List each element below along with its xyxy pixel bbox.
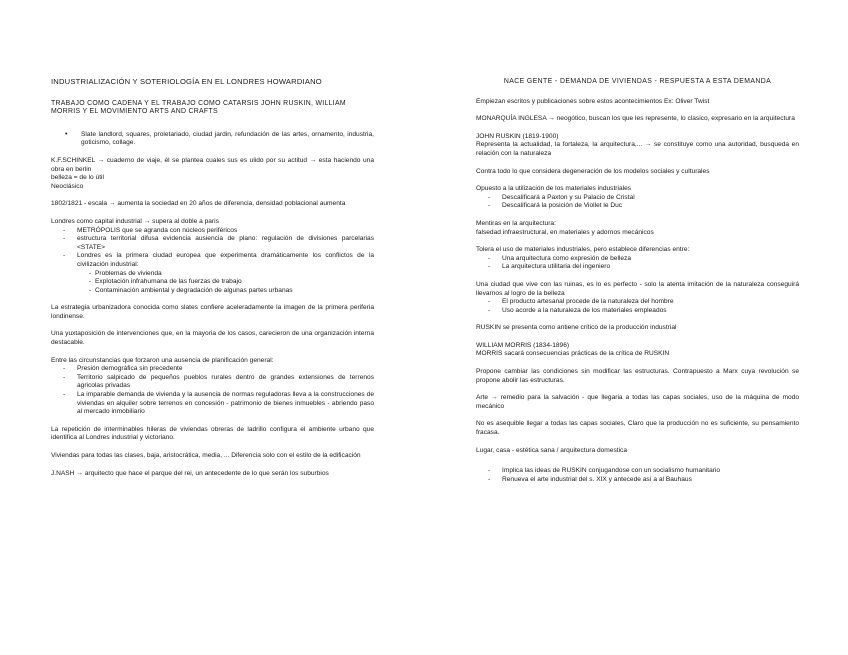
keyword-item: • Slate landlord, squares, proletariado, ciudad jardin, refundación de las artes, ornamento, industria, goticismo, collage. (51, 131, 374, 148)
list-item: - Uso acorde a la naturaleza de los materiales empleados (476, 307, 799, 316)
list-item: - Descalificará la posición de Viollet le Duc (476, 202, 799, 211)
ciudad-block (476, 281, 799, 315)
viviendas-paragraph: Viviendas para todas las clases, baja, aristocrática, media, ... Diferencia solo con el estilo de la edificación (51, 452, 361, 459)
morris-text: MORRIS sacará consecuencias prácticas de la crítica de RUSKIN (476, 350, 670, 358)
repeticion-paragraph: La repetición de interminables hileras de viviendas obreras de ladrillo configura el ambiente urbano que identifica al Londres industrial y victoriano. (51, 425, 374, 442)
londres-block (51, 218, 374, 295)
list-item: - Implica las ideas de RUSKIN conjugandose con un socialismo humanitario (476, 467, 799, 476)
list-item: - Renueva el arte industrial del s. XIX y antecede así a al Bauhaus (476, 476, 799, 485)
right-page (424, 0, 848, 655)
conflicts-sublist (51, 270, 374, 296)
ruskin-text: Representa la actualidad, la fortaleza, la arquitectura,... → se constituye como una autoridad, busqueda en relación con la naturaleza (476, 141, 799, 157)
ruskin-heading: JOHN RUSKIN (1819-1900) (476, 132, 559, 140)
schinkel-line: K.F.SCHINKEL → cuaderno de viaje, él se plantea cuales sus es ulido por su actitud → esta haciendo una obra en berlin (51, 156, 374, 173)
estrategia-paragraph: La estrategia urbanizadora conocida como slates confiere aceleradamente la imagen de la primera periferia londinense. (51, 304, 374, 320)
circunstancias-list (51, 365, 374, 417)
schinkel-line: belleza = de lo útil (51, 174, 104, 182)
right-column (476, 78, 799, 493)
tolera-block (476, 246, 799, 272)
lugar-paragraph: Lugar, casa - estética sana / arquitectura domestica (476, 446, 628, 454)
ciudad-list (476, 298, 799, 315)
schinkel-block (51, 157, 374, 191)
mentiras-line: falsedad infraestructural, en materiales y adornos mecánicos (476, 228, 654, 236)
nash-paragraph: J.NASH → arquitecto que hace el parque del rei, un antecedente de lo que serán los suburbios (51, 469, 329, 477)
list-item: - Una arquitectura como expresión de belleza (476, 255, 799, 264)
final-list (476, 467, 799, 484)
circunstancias-block (51, 357, 374, 417)
londres-list (51, 227, 374, 296)
ruskin-antiene-paragraph: RUSKIN se presenta como antiene crítico de la producción industrial (476, 324, 677, 332)
schinkel-line: Neoclásico (51, 182, 84, 190)
opuesto-block (476, 185, 799, 211)
paragraph-1802: 1802/1821 - escala → aumenta la sociedad en 20 años de diferencia, densidad poblacional aumenta (51, 200, 346, 208)
ruskin-block (476, 133, 799, 159)
opuesto-intro: Opuesto a la utilización de los materiales industriales (476, 185, 632, 193)
right-title: NACE GENTE - DEMANDA DE VIVIENDAS - RESPUESTA A ESTA DEMANDA (503, 78, 772, 85)
list-item: - Presión demográfica sin precedente (51, 365, 374, 374)
arte-paragraph: Arte → remedio para la salvación - que llegaria a todas las capas sociales, uso de la máquina de modo mecánico (476, 394, 799, 410)
list-item: - La arquitectura utilitaria del ingeniero (476, 263, 799, 272)
mentiras-block (476, 220, 799, 237)
sub-list-item: - Contaminación ambiental y degradación de algunas partes urbanas (51, 287, 374, 296)
section-subtitle: TRABAJO COMO CADENA Y EL TRABAJO COMO CATARSIS JOHN RUSKIN, WILLIAM MORRIS Y EL MOVIMIENTO ARTS AND CRAFTS (51, 99, 346, 116)
list-item: - La imparable demanda de vivienda y la ausencia de normas reguladoras lleva a la construcciones de viviendas en alquiler sobre terrenos en concesión - patrimonio de bienes inmuebles - abriendo paso al mercado inmobiliario (51, 391, 374, 417)
morris-heading: WILLIAM MORRIS (1834-1896) (476, 341, 570, 349)
keyword-list (51, 131, 374, 148)
list-item: - Londres es la primera ciudad europea que experimenta dramáticamente los conflictos de la civilización industrial: (51, 252, 374, 269)
monarquia-paragraph: MONARQUÍA INGLESA → neogótico, buscan los que les represente, lo clasico, expresario en la arquitectura (476, 115, 795, 123)
londres-intro: Londres como capital industrial → supera al doble a paris (51, 217, 219, 225)
propone-paragraph: Propone cambiar las condiciones sin modificar las estructuras. Contrapuesto a Marx cuya revolución se propone abolir las estructuras. (476, 368, 799, 384)
list-item: - estructura territorial difusa evidencia ausiencia de plano: regulación de divisiones parcelarias <STATE> (51, 235, 374, 252)
sub-list-item: - Explotación infrahumana de las fuerzas de trabajo (51, 278, 374, 287)
list-item: - El producto artesanal procede de la naturaleza del hombre (476, 298, 799, 307)
empiezan-paragraph: Empiezan escritos y publicaciones sobre estos acontecimientos Ex: Oliver Twist (476, 97, 710, 105)
left-column (51, 78, 374, 487)
ciudad-intro: Una ciudad que vive con las ruinas, es lo es perfecto - solo la atenta imitación de la naturaleza conseguirá llevarnos al logro de la belleza (476, 280, 799, 297)
tolera-list (476, 255, 799, 272)
tolera-intro: Tolera el uso de materiales industriales, pero establece diferencias entre: (476, 246, 690, 254)
morris-block (476, 342, 799, 359)
list-item: - Territorio salpicado de pequeños pueblos rurales dentro de grandes extensiones de terrenos agricolas privadas (51, 374, 374, 391)
opuesto-list (476, 194, 799, 211)
sub-list-item: - Problemas de vivienda (51, 270, 374, 279)
yuxtaposicion-paragraph: Una yuxtaposición de intervenciones que, en la mayoria de los casos, carecieron de una organización interna destacable. (51, 330, 374, 347)
document-title: INDUSTRIALIZACIÓN Y SOTERIOLOGÍA EN EL LONDRES HOWARDIANO (51, 77, 322, 86)
contra-paragraph: Contra todo lo que considera degeneración de los modelos sociales y culturales (476, 167, 710, 175)
asequible-paragraph: No es asequible llegar a todas las capas sociales, Claro que la producción no es suficiente, su pensamiento fracasa. (476, 420, 799, 437)
list-item: - Descalificará a Paxton y su Palacio de Cristal (476, 194, 799, 203)
list-item: - METRÓPOLIS que se agranda con núcleos periféricos (51, 227, 374, 236)
mentiras-line: Mentiras en la arquitectura: (476, 219, 556, 227)
circunstancias-intro: Entre las circunstancias que forzaron una ausencia de planificación general: (51, 356, 274, 364)
